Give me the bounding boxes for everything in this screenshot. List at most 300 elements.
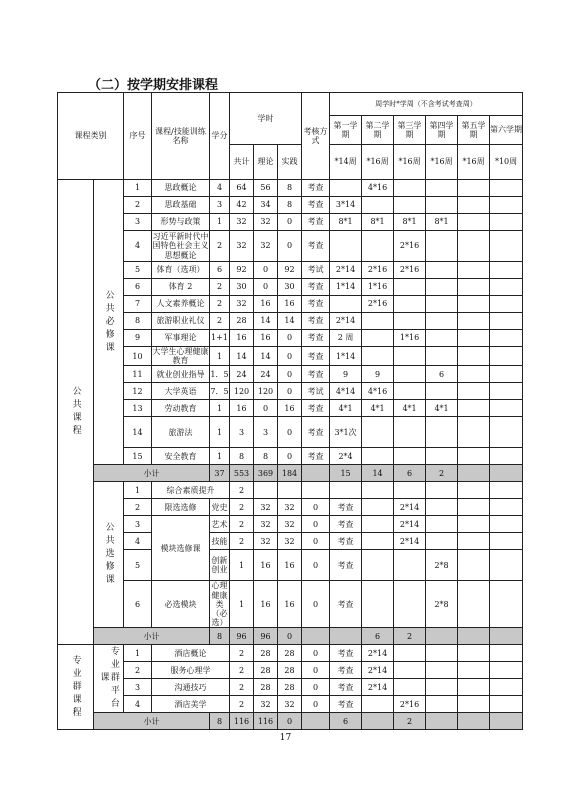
- hours-total-cell: 16: [230, 400, 254, 417]
- subtotal-label: 小计: [94, 465, 210, 482]
- course-name-cell: 旅游职业礼仪: [152, 313, 210, 330]
- semester-cell: 4*1: [362, 400, 394, 417]
- semester-cell: [458, 417, 490, 448]
- header-credit: 学分: [210, 93, 230, 180]
- semester-cell: [426, 516, 458, 533]
- header-weeks: *14周: [330, 145, 362, 180]
- semester-cell: [394, 180, 426, 197]
- semester-cell: [458, 231, 490, 262]
- hours-total-cell: 64: [230, 180, 254, 197]
- semester-cell: [426, 279, 458, 296]
- semester-cell: [362, 696, 394, 713]
- semester-cell: [490, 581, 523, 628]
- semester-cell: [362, 231, 394, 262]
- credit-cell: 1: [210, 347, 230, 366]
- semester-cell: [458, 180, 490, 197]
- credit-cell: 2: [230, 482, 254, 499]
- exam-cell: 考查: [302, 366, 330, 383]
- module-group-cell: 模块选修课: [152, 516, 210, 581]
- credit-cell: 2: [210, 313, 230, 330]
- seq-cell: 11: [124, 366, 152, 383]
- table-row: [58, 197, 523, 214]
- table-row: [58, 296, 523, 313]
- exam-cell: 考查: [330, 696, 362, 713]
- semester-cell: [490, 313, 523, 330]
- subtotal-row: [58, 713, 523, 730]
- hours-theory-cell: 16: [278, 581, 302, 628]
- seq-cell: 8: [124, 313, 152, 330]
- exam-cell: [302, 713, 330, 730]
- hours-total-cell: 553: [230, 465, 254, 482]
- semester-cell: [490, 383, 523, 400]
- semester-cell: [426, 696, 458, 713]
- semester-cell: [394, 197, 426, 214]
- credit-cell: 7．5: [210, 383, 230, 400]
- course-name-cell: 心理健康类（必选）: [211, 581, 228, 628]
- course-name-cell: 思政基础: [152, 197, 210, 214]
- credit-cell: 1: [230, 581, 254, 628]
- seq-cell: 2: [124, 499, 152, 516]
- semester-cell: [490, 214, 523, 231]
- semester-cell: [458, 482, 490, 499]
- module-group-cell: 必选模块: [152, 581, 210, 628]
- semester-cell: [490, 628, 523, 645]
- semester-cell: [394, 347, 426, 366]
- semester-cell: [426, 330, 458, 347]
- semester-cell: 4*14: [330, 383, 362, 400]
- hours-total-cell: 96: [230, 628, 254, 645]
- semester-cell: [330, 180, 362, 197]
- exam-cell: 考查: [330, 516, 362, 533]
- semester-cell: [394, 296, 426, 313]
- semester-cell: [490, 662, 523, 679]
- hours-total-cell: 32: [230, 214, 254, 231]
- semester-cell: [490, 197, 523, 214]
- semester-cell: [458, 628, 490, 645]
- semester-cell: [458, 197, 490, 214]
- header-weeks: *16周: [362, 145, 394, 180]
- semester-cell: [426, 231, 458, 262]
- seq-cell: 14: [124, 417, 152, 448]
- semester-cell: [458, 533, 490, 550]
- hours-theory-cell: 32: [278, 516, 302, 533]
- hours-total-cell: 28: [230, 313, 254, 330]
- semester-cell: [458, 313, 490, 330]
- semester-cell: 4*1: [394, 400, 426, 417]
- hours-practice-cell: 0: [302, 662, 330, 679]
- semester-cell: 2*16: [394, 696, 426, 713]
- hours-total-cell: 32: [230, 296, 254, 313]
- semester-cell: 9: [362, 366, 394, 383]
- header-semester: 第三学期: [394, 116, 426, 145]
- hours-theory-cell: 28: [278, 645, 302, 662]
- subtotal-row: [58, 465, 523, 482]
- semester-cell: [458, 645, 490, 662]
- table-row: [58, 533, 523, 550]
- credit-cell: 1: [210, 448, 230, 465]
- hours-theory-cell: 116: [254, 713, 278, 730]
- exam-cell: [302, 628, 330, 645]
- semester-cell: 8*1: [362, 214, 394, 231]
- semester-cell: 4*16: [362, 180, 394, 197]
- semester-cell: 6: [426, 366, 458, 383]
- seq-cell: 12: [124, 383, 152, 400]
- semester-cell: [490, 330, 523, 347]
- hours-practice-cell: 16: [278, 400, 302, 417]
- hours-theory-cell: 32: [278, 696, 302, 713]
- semester-cell: 1*14: [330, 279, 362, 296]
- credit-cell: 2: [230, 645, 254, 662]
- semester-cell: [458, 713, 490, 730]
- table-row: [58, 262, 523, 279]
- hours-theory-cell: 14: [254, 313, 278, 330]
- semester-cell: [458, 662, 490, 679]
- course-name-cell: 创新创业: [210, 550, 230, 581]
- exam-cell: 考查: [330, 581, 362, 628]
- semester-cell: 3*14: [330, 197, 362, 214]
- hours-practice-cell: 0: [278, 417, 302, 448]
- seq-cell: 3: [124, 679, 152, 696]
- semester-cell: [394, 645, 426, 662]
- hours-theory-cell: 14: [254, 347, 278, 366]
- semester-cell: [362, 417, 394, 448]
- credit-cell: 2: [230, 516, 254, 533]
- table-row: [58, 383, 523, 400]
- semester-cell: [458, 383, 490, 400]
- exam-cell: 考查: [302, 313, 330, 330]
- hours-total-cell: 3: [230, 417, 254, 448]
- group-public-cell: 公共课程: [58, 180, 94, 645]
- semester-cell: [426, 482, 458, 499]
- semester-cell: 3*1次: [330, 417, 362, 448]
- semester-cell: [490, 262, 523, 279]
- semester-cell: [426, 313, 458, 330]
- hours-practice-cell: 0: [278, 383, 302, 400]
- semester-cell: [330, 231, 362, 262]
- semester-cell: [490, 516, 523, 533]
- hours-total-cell: 32: [254, 516, 278, 533]
- semester-cell: [490, 180, 523, 197]
- course-name-cell: 体育（选项）: [152, 262, 210, 279]
- credit-cell: 4: [210, 180, 230, 197]
- hours-theory-cell: 3: [254, 417, 278, 448]
- hours-theory-cell: 0: [254, 400, 278, 417]
- header-course: 课程/技能训练名称: [152, 93, 210, 180]
- semester-cell: [426, 417, 458, 448]
- semester-cell: [426, 383, 458, 400]
- seq-cell: 9: [124, 330, 152, 347]
- hours-total-cell: 14: [230, 347, 254, 366]
- exam-cell: [330, 482, 362, 499]
- header-semester: 第四学期: [426, 116, 458, 145]
- header-weekly: 周学时*学周（不含考试考查周）: [330, 93, 523, 116]
- hours-total-cell: 32: [254, 533, 278, 550]
- semester-cell: [394, 662, 426, 679]
- semester-cell: [426, 347, 458, 366]
- exam-cell: 考查: [302, 279, 330, 296]
- semester-cell: 1*14: [330, 347, 362, 366]
- course-name-cell: 服务心理学: [152, 662, 230, 679]
- hours-theory-cell: 28: [278, 662, 302, 679]
- course-name-cell: 沟通技巧: [152, 679, 230, 696]
- exam-cell: 考试: [302, 262, 330, 279]
- semester-cell: [362, 448, 394, 465]
- semester-cell: 8*1: [426, 214, 458, 231]
- header-seq: 序号: [124, 93, 152, 180]
- hours-practice-cell: 8: [278, 197, 302, 214]
- semester-cell: [490, 713, 523, 730]
- hours-theory-cell: 8: [254, 448, 278, 465]
- semester-cell: 2*14: [394, 533, 426, 550]
- hours-theory-cell: 16: [254, 330, 278, 347]
- semester-cell: 2*16: [362, 262, 394, 279]
- hours-practice-cell: [302, 482, 330, 499]
- table-row: [58, 417, 523, 448]
- table-row: [58, 516, 523, 533]
- credit-cell: 2: [230, 662, 254, 679]
- table-row: [58, 679, 523, 696]
- semester-cell: 2*8: [426, 550, 458, 581]
- hours-practice-cell: 0: [278, 347, 302, 366]
- semester-cell: [426, 645, 458, 662]
- credit-cell: 3: [210, 197, 230, 214]
- table-row: [58, 645, 523, 662]
- semester-cell: [490, 499, 523, 516]
- exam-cell: 考查: [302, 400, 330, 417]
- course-name-cell: 劳动教育: [152, 400, 210, 417]
- seq-cell: 10: [124, 347, 152, 366]
- hours-theory-cell: 369: [254, 465, 278, 482]
- hours-practice-cell: 0: [278, 713, 302, 730]
- semester-cell: [490, 417, 523, 448]
- semester-cell: [490, 279, 523, 296]
- semester-cell: [330, 628, 362, 645]
- hours-practice-cell: 0: [302, 499, 330, 516]
- semester-cell: [458, 499, 490, 516]
- semester-cell: [458, 366, 490, 383]
- course-name-cell: 就业创业指导: [152, 366, 210, 383]
- semester-cell: [458, 262, 490, 279]
- hours-practice-cell: 0: [278, 366, 302, 383]
- semester-cell: [426, 296, 458, 313]
- semester-cell: [458, 465, 490, 482]
- table-row: [58, 366, 523, 383]
- exam-cell: 考查: [330, 679, 362, 696]
- hours-theory-cell: 120: [254, 383, 278, 400]
- credit-cell: 1: [210, 417, 230, 448]
- course-name-cell: 形势与政策: [152, 214, 210, 231]
- hours-practice-cell: 0: [302, 696, 330, 713]
- semester-cell: [458, 550, 490, 581]
- semester-cell: [394, 417, 426, 448]
- semester-cell: [426, 262, 458, 279]
- semester-cell: [458, 448, 490, 465]
- hours-total-cell: 42: [230, 197, 254, 214]
- hours-theory-cell: 32: [254, 231, 278, 262]
- hours-total-cell: 32: [254, 696, 278, 713]
- semester-cell: [426, 679, 458, 696]
- seq-cell: 7: [124, 296, 152, 313]
- course-name-cell: 酒店概论: [152, 645, 230, 662]
- seq-cell: 2: [124, 197, 152, 214]
- semester-cell: [458, 696, 490, 713]
- exam-cell: 考查: [302, 296, 330, 313]
- semester-cell: [362, 499, 394, 516]
- semester-cell: [362, 516, 394, 533]
- exam-cell: 考查: [330, 662, 362, 679]
- course-name-cell: 军事理论: [152, 330, 210, 347]
- table-row: [58, 448, 523, 465]
- hours-theory-cell: 28: [278, 679, 302, 696]
- hours-practice-cell: 0: [278, 214, 302, 231]
- exam-cell: 考查: [302, 448, 330, 465]
- header-semester: 第五学期: [458, 116, 490, 145]
- semester-cell: [490, 645, 523, 662]
- semester-cell: [490, 465, 523, 482]
- section-title: （二）按学期安排课程: [88, 78, 219, 93]
- semester-cell: [426, 499, 458, 516]
- semester-cell: 2*14: [362, 662, 394, 679]
- header-hours-theory: 理论: [254, 145, 278, 180]
- exam-cell: 考查: [330, 499, 362, 516]
- semester-cell: [458, 296, 490, 313]
- table-row: [58, 482, 523, 499]
- seq-cell: 15: [124, 448, 152, 465]
- credit-cell: 2: [210, 231, 230, 262]
- credit-cell: 2: [230, 499, 254, 516]
- hours-practice-cell: 0: [302, 516, 330, 533]
- hours-total-cell: 8: [230, 448, 254, 465]
- credit-cell: 1．5: [210, 366, 230, 383]
- seq-cell: 4: [124, 533, 152, 550]
- header-semester: 第一学期: [330, 116, 362, 145]
- semester-cell: [362, 581, 394, 628]
- semester-cell: [490, 296, 523, 313]
- semester-cell: [490, 366, 523, 383]
- exam-cell: 考查: [302, 417, 330, 448]
- semester-cell: [394, 279, 426, 296]
- header-category: 课程类别: [58, 93, 124, 180]
- hours-practice-cell: 0: [302, 581, 330, 628]
- semester-cell: [362, 533, 394, 550]
- seq-cell: 1: [124, 180, 152, 197]
- table-row: [58, 180, 523, 197]
- exam-cell: 考查: [302, 197, 330, 214]
- seq-cell: 4: [124, 231, 152, 262]
- exam-cell: 考试: [302, 383, 330, 400]
- hours-practice-cell: 0: [278, 330, 302, 347]
- semester-cell: [362, 313, 394, 330]
- credit-cell: 37: [210, 465, 230, 482]
- semester-cell: 2*8: [426, 581, 458, 628]
- semester-cell: [394, 550, 426, 581]
- hours-theory-cell: 32: [278, 533, 302, 550]
- hours-theory-cell: 32: [278, 499, 302, 516]
- hours-theory-cell: 32: [254, 214, 278, 231]
- hours-theory-cell: 56: [254, 180, 278, 197]
- semester-cell: [458, 516, 490, 533]
- header-semester: 第六学期: [490, 116, 523, 145]
- header-hours-practice: 实践: [278, 145, 302, 180]
- semester-cell: 1*16: [394, 330, 426, 347]
- hours-practice-cell: 0: [302, 533, 330, 550]
- seq-cell: 4: [124, 696, 152, 713]
- semester-cell: [394, 313, 426, 330]
- course-name-cell: 体育 2: [152, 279, 210, 296]
- semester-cell: 6: [394, 465, 426, 482]
- semester-cell: [330, 296, 362, 313]
- sub-elective-cell: 公共选修课: [94, 482, 124, 628]
- hours-theory-cell: 0: [254, 262, 278, 279]
- table-row: [58, 499, 523, 516]
- exam-cell: 考查: [330, 645, 362, 662]
- semester-cell: [490, 533, 523, 550]
- seq-cell: 5: [124, 550, 152, 581]
- hours-theory-cell: 96: [254, 628, 278, 645]
- hours-theory-cell: 24: [254, 366, 278, 383]
- semester-cell: 1*16: [362, 279, 394, 296]
- hours-practice-cell: 0: [302, 550, 330, 581]
- hours-practice-cell: 0: [302, 679, 330, 696]
- semester-cell: 2*14: [394, 516, 426, 533]
- hours-theory-cell: [278, 482, 302, 499]
- credit-cell: 2: [230, 679, 254, 696]
- course-name-cell: 大学生心理健康教育: [152, 347, 209, 366]
- semester-cell: 2*14: [330, 313, 362, 330]
- course-name-cell: 思政概论: [152, 180, 210, 197]
- semester-cell: [362, 713, 394, 730]
- table-row: [58, 231, 523, 262]
- course-name-cell: 综合素质提升: [152, 482, 230, 499]
- hours-total-cell: 24: [230, 366, 254, 383]
- exam-cell: 考查: [330, 550, 362, 581]
- hours-practice-cell: 0: [278, 628, 302, 645]
- table-row: [58, 662, 523, 679]
- semester-cell: [458, 214, 490, 231]
- hours-theory-cell: 16: [278, 550, 302, 581]
- hours-total-cell: 32: [230, 231, 254, 262]
- semester-cell: [426, 180, 458, 197]
- hours-practice-cell: 0: [302, 645, 330, 662]
- header-weeks: *16周: [458, 145, 490, 180]
- table-row: [58, 214, 523, 231]
- semester-cell: 2*16: [394, 231, 426, 262]
- hours-total-cell: 16: [254, 581, 278, 628]
- exam-cell: 考查: [330, 533, 362, 550]
- subtotal-label: 小计: [94, 628, 210, 645]
- semester-cell: 2*4: [330, 448, 362, 465]
- exam-cell: 考查: [302, 347, 330, 366]
- hours-total-cell: 16: [254, 550, 278, 581]
- semester-cell: [426, 533, 458, 550]
- semester-cell: 6: [330, 713, 362, 730]
- header-weeks: *16周: [394, 145, 426, 180]
- semester-cell: [490, 448, 523, 465]
- seq-cell: 3: [124, 516, 152, 533]
- hours-practice-cell: 14: [278, 313, 302, 330]
- semester-cell: [490, 231, 523, 262]
- semester-cell: [490, 696, 523, 713]
- semester-cell: [362, 197, 394, 214]
- credit-cell: 2: [210, 279, 230, 296]
- table-row: [58, 581, 523, 628]
- semester-cell: 2*16: [362, 296, 394, 313]
- header-hours-total: 共计: [230, 145, 254, 180]
- semester-cell: 2: [394, 628, 426, 645]
- subtotal-label: 小计: [94, 713, 210, 730]
- credit-cell: 1: [210, 400, 230, 417]
- hours-theory-cell: 16: [254, 296, 278, 313]
